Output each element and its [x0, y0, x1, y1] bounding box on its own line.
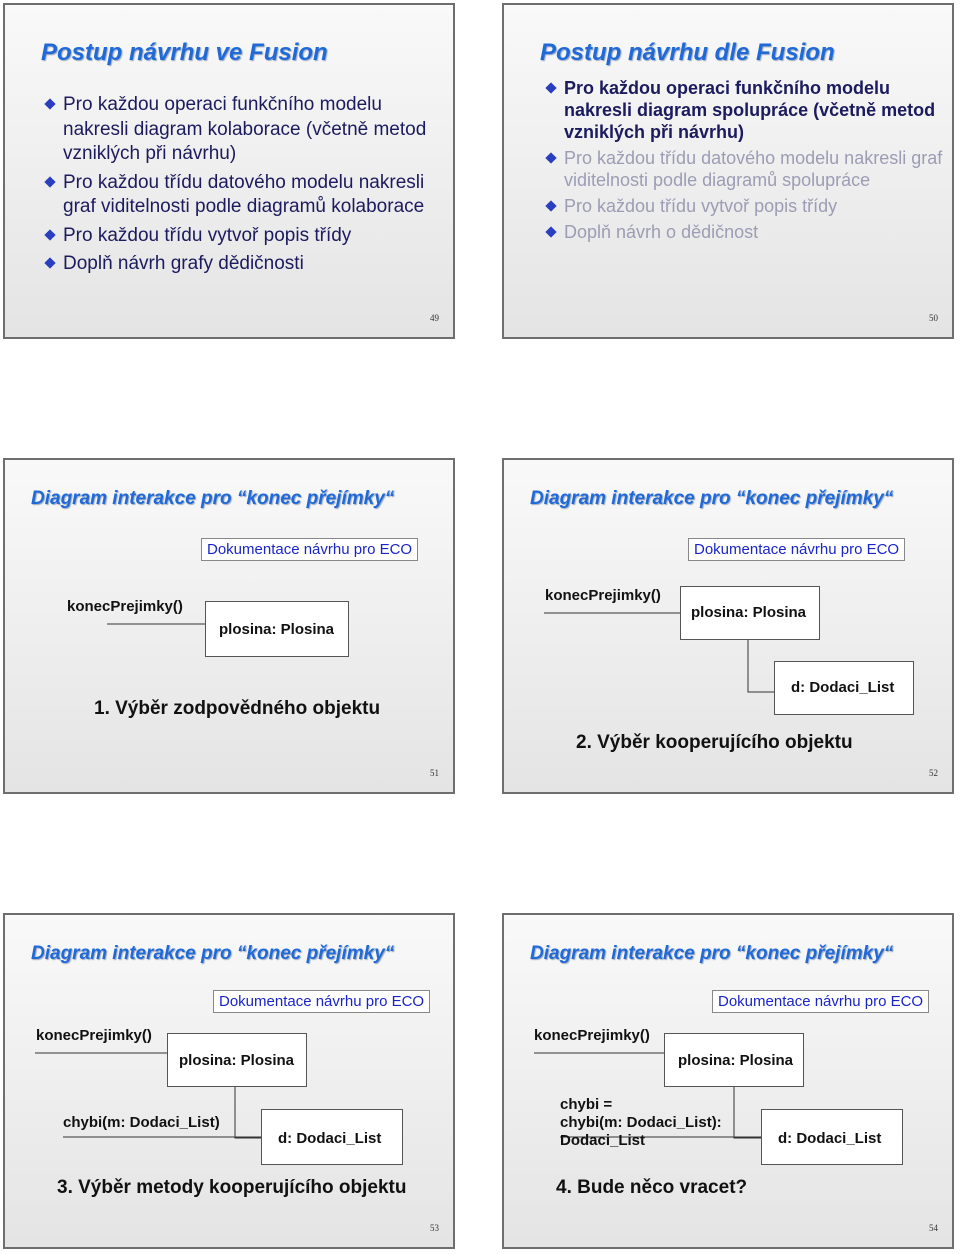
slide-51 — [3, 458, 455, 794]
slide-number: 54 — [929, 1223, 938, 1233]
slide-number: 49 — [430, 313, 439, 323]
object-box — [680, 586, 820, 640]
slide-title: Diagram interakce pro “konec přejímky“ — [31, 488, 395, 509]
object-label: plosina: Plosina — [691, 604, 807, 621]
bullet-list — [45, 93, 445, 281]
slide-52 — [502, 458, 954, 794]
object-box — [664, 1033, 804, 1087]
diamond-bullet-icon — [545, 200, 556, 211]
list-item: Doplň návrh grafy dědičnosti — [45, 252, 445, 277]
list-item: Pro každou operaci funkčního modelu nakresli diagram kolaborace (včetně metod vzniklých při návrhu) — [45, 93, 445, 167]
object-box — [205, 601, 349, 657]
diamond-bullet-icon — [44, 229, 55, 240]
slide-title: Postup návrhu ve Fusion — [41, 39, 328, 66]
slide-50 — [502, 3, 954, 339]
object-box-2 — [261, 1109, 403, 1165]
object-box-2 — [761, 1109, 903, 1165]
diamond-bullet-icon — [545, 152, 556, 163]
object-label: d: Dodaci_List — [278, 1130, 382, 1147]
message-label-2-line-3: Dodaci_List — [560, 1132, 646, 1149]
object-label: plosina: Plosina — [678, 1052, 794, 1069]
list-item: Pro každou třídu vytvoř popis třídy — [45, 224, 445, 249]
diamond-bullet-icon — [44, 176, 55, 187]
step-caption: 1. Výběr zodpovědného objektu — [94, 698, 381, 719]
slide-number: 53 — [430, 1223, 439, 1233]
object-label: plosina: Plosina — [219, 621, 335, 638]
object-box-2 — [774, 661, 914, 715]
list-item: Pro každou třídu datového modelu nakresli graf viditelnosti podle diagramů spolupráce — [546, 147, 946, 191]
diamond-bullet-icon — [44, 257, 55, 268]
slide-54 — [502, 913, 954, 1249]
slide-number: 50 — [929, 313, 938, 323]
note-box: Dokumentace návrhu pro ECO — [712, 990, 929, 1013]
step-caption: 4. Bude něco vracet? — [556, 1177, 748, 1198]
slide-title: Diagram interakce pro “konec přejímky“ — [530, 488, 894, 509]
message-label-2-line-2: chybi(m: Dodaci_List): — [560, 1114, 722, 1131]
message-label-2: chybi(m: Dodaci_List) — [63, 1114, 220, 1131]
slide-title: Postup návrhu dle Fusion — [540, 39, 835, 66]
slide-number: 51 — [430, 768, 439, 778]
slide-number: 52 — [929, 768, 938, 778]
object-box — [167, 1033, 307, 1087]
message-label: konecPrejimky() — [67, 598, 183, 615]
note-box: Dokumentace návrhu pro ECO — [201, 538, 418, 561]
diamond-bullet-icon — [44, 98, 55, 109]
step-caption: 3. Výběr metody kooperujícího objektu — [57, 1177, 407, 1198]
note-box: Dokumentace návrhu pro ECO — [213, 990, 430, 1013]
diamond-bullet-icon — [545, 226, 556, 237]
bullet-list — [546, 77, 946, 247]
step-caption: 2. Výběr kooperujícího objektu — [576, 732, 853, 753]
object-label: d: Dodaci_List — [778, 1130, 882, 1147]
object-label: d: Dodaci_List — [791, 679, 895, 696]
object-label: plosina: Plosina — [179, 1052, 295, 1069]
slide-title: Diagram interakce pro “konec přejímky“ — [530, 943, 894, 964]
note-box: Dokumentace návrhu pro ECO — [688, 538, 905, 561]
list-item: Pro každou operaci funkčního modelu nakresli diagram spolupráce (včetně metod vzniklých při návrhu) — [546, 77, 946, 143]
list-item: Doplň návrh o dědičnost — [546, 221, 946, 243]
list-item: Pro každou třídu datového modelu nakresli graf viditelnosti podle diagramů kolaborace — [45, 171, 445, 220]
slide-49 — [3, 3, 455, 339]
list-item: Pro každou třídu vytvoř popis třídy — [546, 195, 946, 217]
message-label: konecPrejimky() — [545, 587, 661, 604]
slide-53 — [3, 913, 455, 1249]
slide-title: Diagram interakce pro “konec přejímky“ — [31, 943, 395, 964]
message-label: konecPrejimky() — [534, 1027, 650, 1044]
message-label-2-line-1: chybi = — [560, 1096, 613, 1113]
diamond-bullet-icon — [545, 82, 556, 93]
message-label: konecPrejimky() — [36, 1027, 152, 1044]
